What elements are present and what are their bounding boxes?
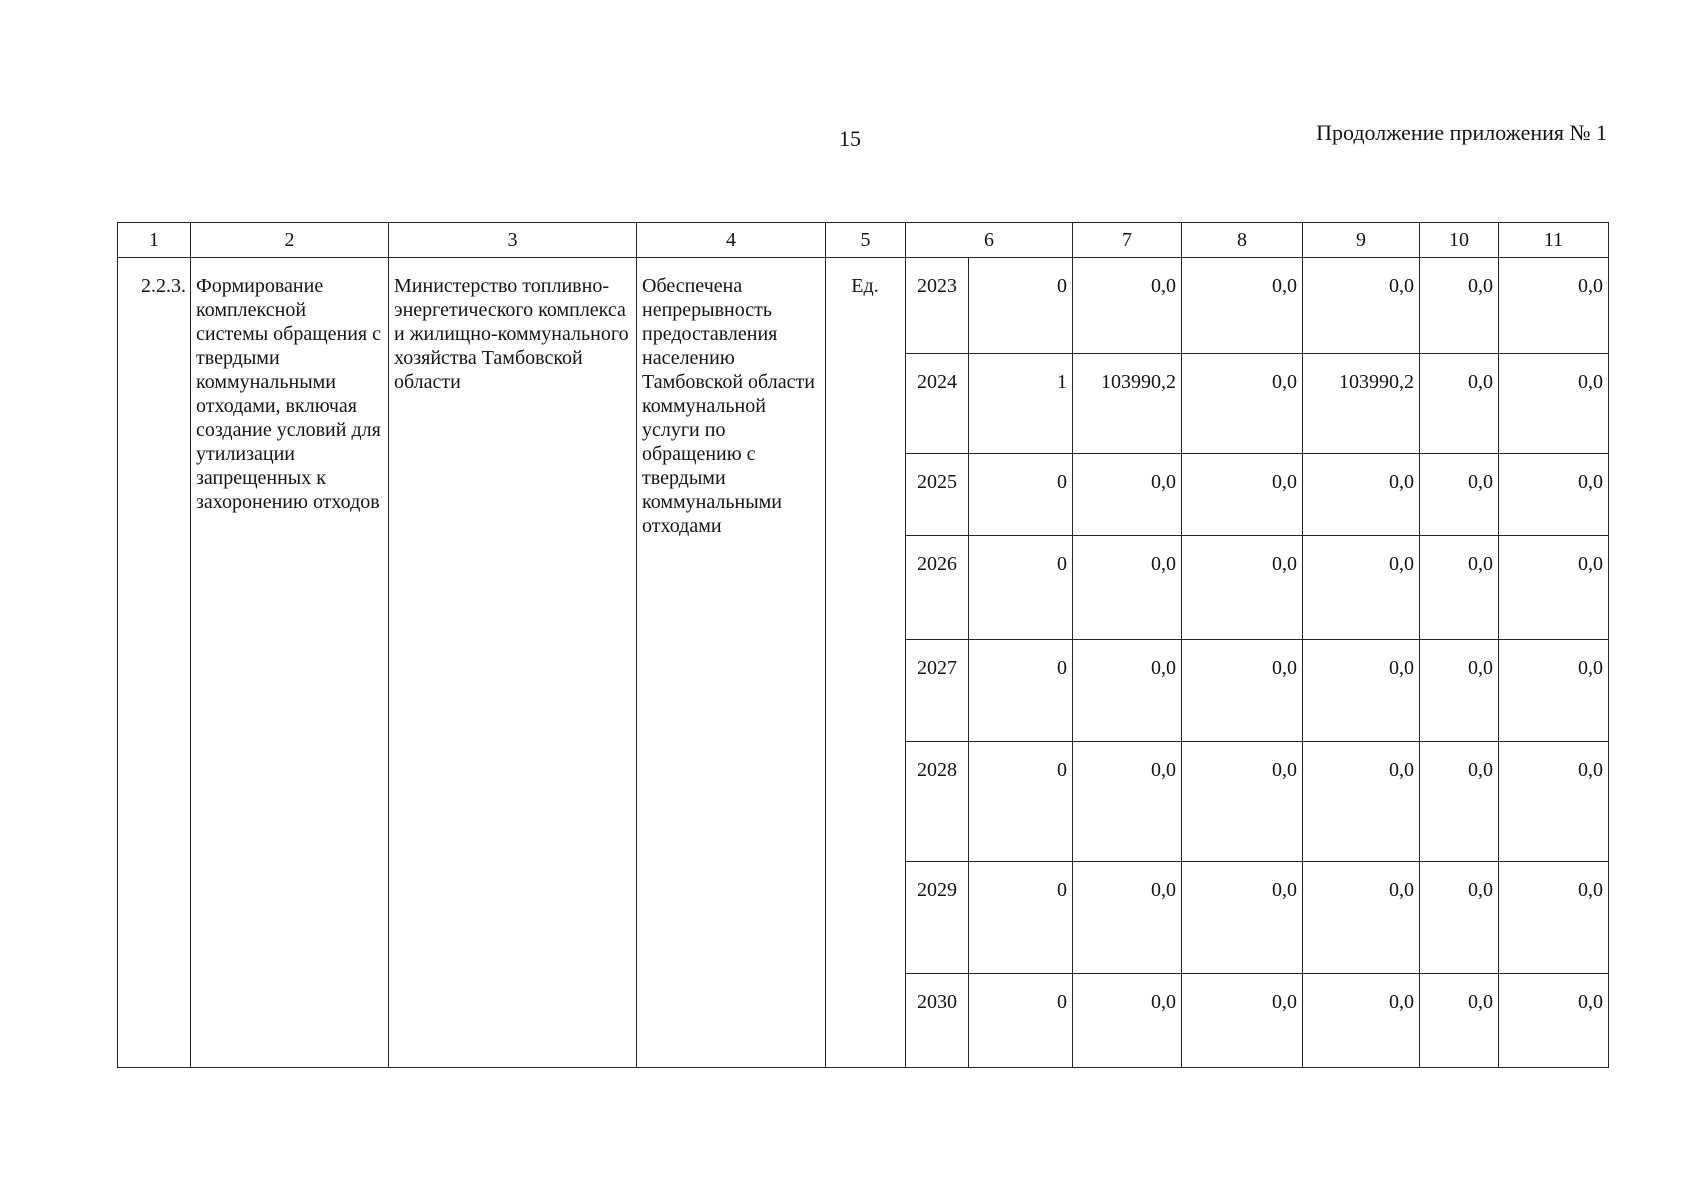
funding-col-9: 0,0: [1303, 536, 1420, 640]
funding-col-8: 0,0: [1182, 454, 1303, 536]
funding-total: 0,0: [1073, 640, 1182, 742]
funding-col-8: 0,0: [1182, 742, 1303, 862]
funding-col-8: 0,0: [1182, 974, 1303, 1068]
header-cell-4: 4: [637, 223, 826, 258]
funding-col-8: 0,0: [1182, 862, 1303, 974]
funding-col-10: 0,0: [1420, 258, 1499, 354]
header-cell-11: 11: [1499, 223, 1609, 258]
funding-col-11: 0,0: [1499, 258, 1609, 354]
funding-col-11: 0,0: [1499, 454, 1609, 536]
year-cell: 2023: [906, 258, 969, 354]
year-cell: 2029: [906, 862, 969, 974]
header-cell-9: 9: [1303, 223, 1420, 258]
funding-total: 0,0: [1073, 454, 1182, 536]
funding-total: 0,0: [1073, 862, 1182, 974]
year-cell: 2026: [906, 536, 969, 640]
unit-of-measure: Ед.: [826, 258, 906, 1068]
funding-total: 0,0: [1073, 974, 1182, 1068]
header-cell-1: 1: [118, 223, 191, 258]
indicator-value: 0: [969, 862, 1073, 974]
funding-col-8: 0,0: [1182, 640, 1303, 742]
funding-col-10: 0,0: [1420, 354, 1499, 454]
year-row: [118, 258, 1609, 354]
funding-col-10: 0,0: [1420, 974, 1499, 1068]
year-cell: 2027: [906, 640, 969, 742]
indicator-value: 0: [969, 974, 1073, 1068]
header-cell-8: 8: [1182, 223, 1303, 258]
funding-col-8: 0,0: [1182, 258, 1303, 354]
funding-col-10: 0,0: [1420, 862, 1499, 974]
program-table: [117, 222, 1609, 1068]
funding-col-9: 0,0: [1303, 454, 1420, 536]
funding-col-11: 0,0: [1499, 742, 1609, 862]
indicator-value: 0: [969, 536, 1073, 640]
funding-col-10: 0,0: [1420, 536, 1499, 640]
funding-total: 0,0: [1073, 258, 1182, 354]
year-cell: 2024: [906, 354, 969, 454]
indicator-value: 0: [969, 258, 1073, 354]
funding-col-11: 0,0: [1499, 640, 1609, 742]
funding-col-10: 0,0: [1420, 640, 1499, 742]
header-cell-6: 6: [906, 223, 1073, 258]
executor-name: Министерство топливно-энергетического комплекса и жилищно-коммунального хозяйства Тамбовской области: [389, 258, 637, 1068]
funding-total: 103990,2: [1073, 354, 1182, 454]
funding-col-8: 0,0: [1182, 354, 1303, 454]
header-cell-10: 10: [1420, 223, 1499, 258]
measure-name: Формирование комплексной системы обращения с твердыми коммунальными отходами, включая создание условий для утилизации запрещенных к захоронению отходов: [191, 258, 389, 1068]
funding-col-11: 0,0: [1499, 862, 1609, 974]
header-cell-3: 3: [389, 223, 637, 258]
indicator-value: 0: [969, 640, 1073, 742]
funding-col-8: 0,0: [1182, 536, 1303, 640]
row-number: 2.2.3.: [118, 258, 191, 1068]
funding-total: 0,0: [1073, 742, 1182, 862]
funding-col-11: 0,0: [1499, 974, 1609, 1068]
funding-col-9: 0,0: [1303, 742, 1420, 862]
funding-col-11: 0,0: [1499, 354, 1609, 454]
funding-col-9: 0,0: [1303, 258, 1420, 354]
funding-col-10: 0,0: [1420, 742, 1499, 862]
funding-col-9: 0,0: [1303, 974, 1420, 1068]
indicator-value: 1: [969, 354, 1073, 454]
funding-total: 0,0: [1073, 536, 1182, 640]
header-row: [118, 223, 1609, 258]
indicator-value: 0: [969, 742, 1073, 862]
funding-col-9: 103990,2: [1303, 354, 1420, 454]
funding-col-11: 0,0: [1499, 536, 1609, 640]
page-number: 15: [839, 126, 861, 151]
funding-col-10: 0,0: [1420, 454, 1499, 536]
continuation-label: Продолжение приложения № 1: [1316, 120, 1607, 145]
year-cell: 2028: [906, 742, 969, 862]
header-cell-5: 5: [826, 223, 906, 258]
indicator-value: 0: [969, 454, 1073, 536]
funding-col-9: 0,0: [1303, 862, 1420, 974]
header-cell-7: 7: [1073, 223, 1182, 258]
result-description: Обеспечена непрерывность предоставления населению Тамбовской области коммунальной услуги по обращению с твердыми коммунальными отходами: [637, 258, 826, 1068]
year-cell: 2025: [906, 454, 969, 536]
funding-col-9: 0,0: [1303, 640, 1420, 742]
year-cell: 2030: [906, 974, 969, 1068]
header-cell-2: 2: [191, 223, 389, 258]
